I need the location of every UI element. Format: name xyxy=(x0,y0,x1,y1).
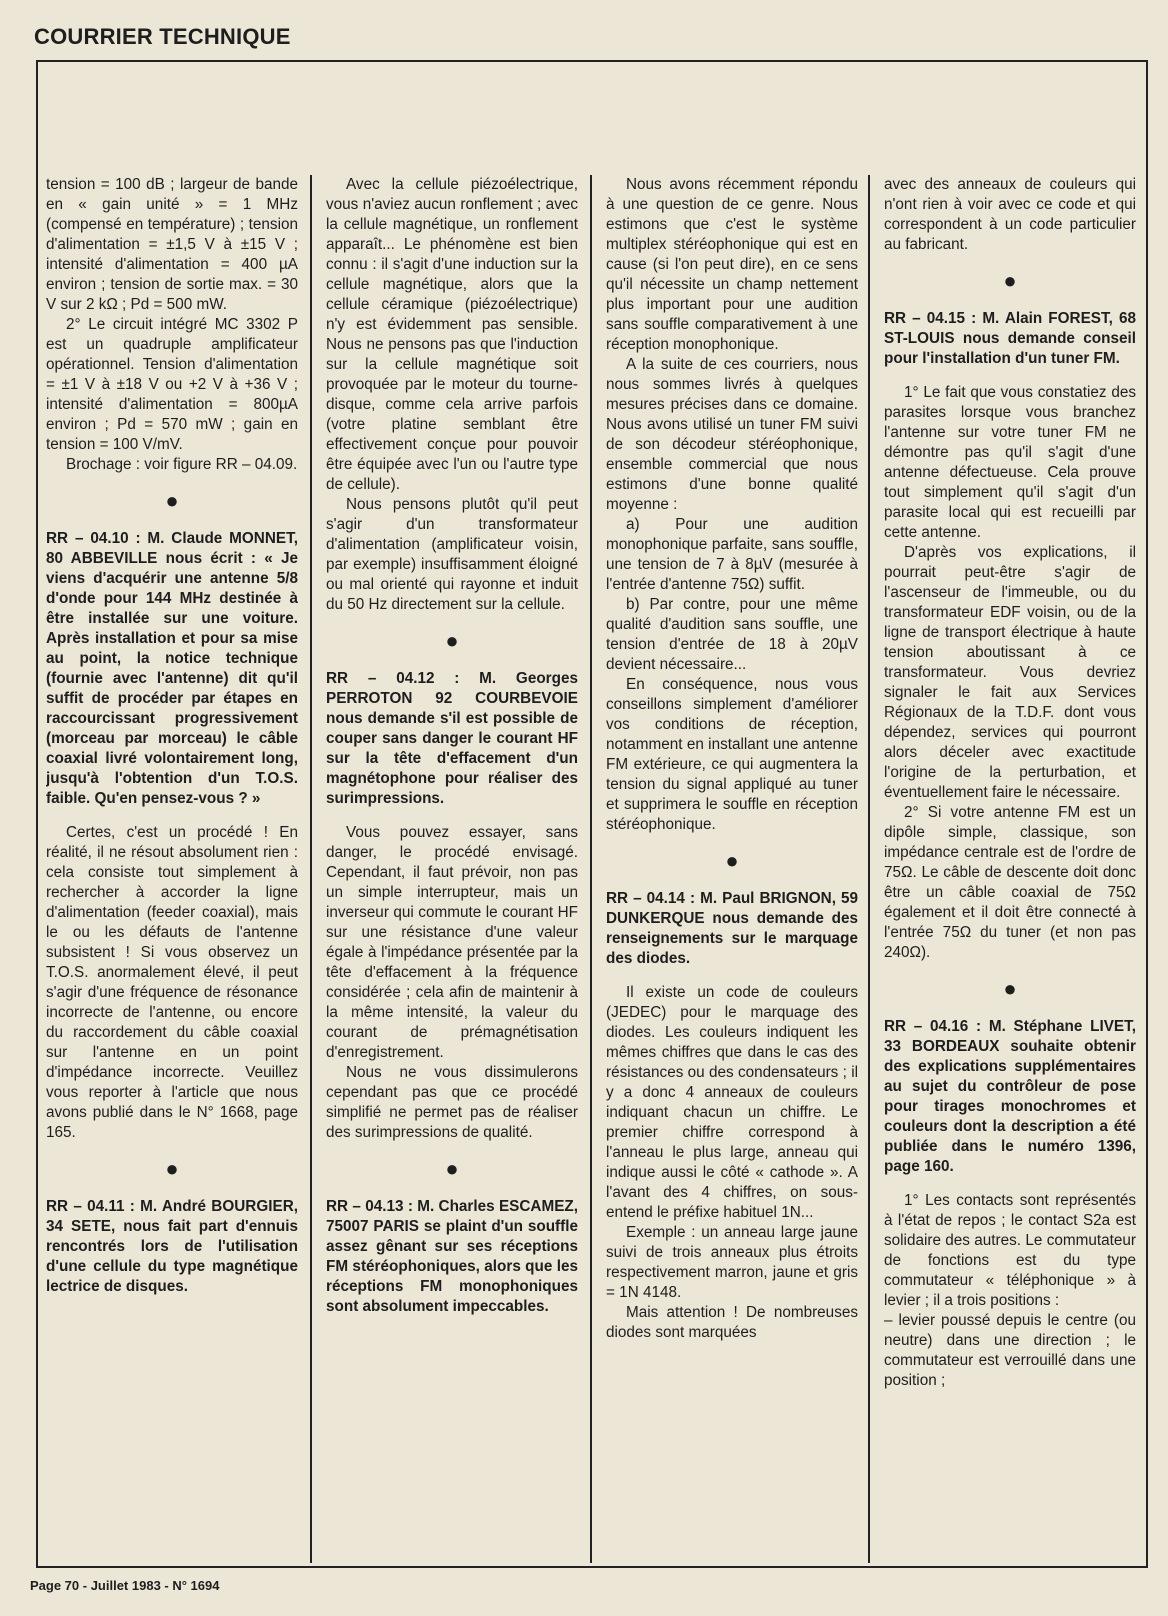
paragraph: Mais attention ! De nombreuses diodes sont marquées xyxy=(606,1304,858,1341)
question-heading: RR – 04.10 : M. Claude MONNET, 80 ABBEVILLE nous écrit : « Je viens d'acquérir une antenne 5/8 d'onde pour 144 MHz destinée à être installée sur une voiture. Après installation et pour sa mise au point, la notice technique (fournie avec l'antenne) dit qu'il suffit de procéder par étapes en raccourcissant progressivement (morceau par morceau) le câble coaxial livré volontairement long, jusqu'à l'obtention d'un T.O.S. faible. Qu'en pensez-vous ? » xyxy=(46,530,298,807)
question-heading: RR – 04.15 : M. Alain FOREST, 68 ST-LOUIS nous demande conseil pour l'installation d'un tuner FM. xyxy=(884,310,1136,367)
column-1 xyxy=(46,175,298,1562)
question-heading: RR – 04.16 : M. Stéphane LIVET, 33 BORDEAUX souhaite obtenir des explications supplémentaires au sujet du contrôleur de pose pour tirages monochromes et couleurs dont la description a été publiée dans le numéro 1396, page 160. xyxy=(884,1018,1136,1175)
section-bullet: ● xyxy=(165,488,179,513)
paragraph: A la suite de ces courriers, nous nous sommes livrés à quelques mesures précises dans ce domaine. Nous avons utilisé un tuner FM suivi de son décodeur stéréophonique, ensemble commercial que nous estimons d'une bonne qualité moyenne : xyxy=(606,356,858,513)
paragraph: b) Par contre, pour une même qualité d'audition sans souffle, une tension d'entrée de 18 à 20µV devient nécessaire... xyxy=(606,596,858,673)
paragraph: Exemple : un anneau large jaune suivi de trois anneaux plus étroits respectivement marron, jaune et gris = 1N 4148. xyxy=(606,1224,858,1301)
question-heading: RR – 04.14 : M. Paul BRIGNON, 59 DUNKERQUE nous demande des renseignements sur le marquage des diodes. xyxy=(606,890,858,967)
paragraph: D'après vos explications, il pourrait peut-être s'agir de l'ascenseur de l'immeuble, ou du transformateur EDF voisin, ou de la ligne de transport électrique à haute tension aboutissant à ce transformateur. Vous devriez signaler le fait aux Services Régionaux de la T.D.F. dont vous dépendez, services qui pourront alors déceler avec exactitude l'origine de la perturbation, et éventuellement faire le nécessaire. xyxy=(884,544,1136,801)
paragraph: Nous pensons plutôt qu'il peut s'agir d'un transformateur d'alimentation (amplificateur voisin, par exemple) insuffisamment éloigné ou mal orienté qui rayonne et induit du 50 Hz directement sur la cellule. xyxy=(326,496,578,613)
paragraph: a) Pour une audition monophonique parfaite, sans souffle, une tension de 7 à 8µV (mesurée à l'entrée d'antenne 75Ω) suffit. xyxy=(606,516,858,593)
paragraph: Brochage : voir figure RR – 04.09. xyxy=(66,456,298,473)
question-heading: RR – 04.11 : M. André BOURGIER, 34 SETE, nous fait part d'ennuis rencontrés lors de l'utilisation d'une cellule du type magnétique lectrice de disques. xyxy=(46,1198,298,1295)
paragraph: 1° Le fait que vous constatiez des parasites lorsque vous branchez l'antenne sur votre tuner FM ne démontre pas qu'il s'agit d'une antenne défectueuse. Cela prouve tout simplement qu'il s'agit d'un parasite local qui est recueilli par cette antenne. xyxy=(884,384,1136,541)
paragraph: Avec la cellule piézoélectrique, vous n'aviez aucun ronflement ; avec la cellule magnétique, un ronflement apparaît... Le phénomène est bien connu : il s'agit d'une induction sur la cellule magnétique, alors que la cellule céramique (piézoélectrique) n'y est évidemment pas sensible. Nous ne pensons pas que l'induction sur la cellule magnétique soit provoquée par le moteur du tourne-disque, comme cela arrive parfois (votre platine semblant être effectivement conçue pour pouvoir être équipée avec l'un ou l'autre type de cellule). xyxy=(326,176,578,493)
column-4 xyxy=(884,175,1136,1562)
paragraph: 1° Les contacts sont représentés à l'état de repos ; le contact S2a est solidaire des autres. Le commutateur de fonctions est du type commutateur « téléphonique » à levier ; il a trois positions : xyxy=(884,1192,1136,1309)
paragraph: 2° Si votre antenne FM est un dipôle simple, classique, son impédance centrale est de l'ordre de 75Ω. Le câble de descente doit donc être un câble coaxial de 75Ω également et il doit être connecté à l'entrée 75Ω du tuner (et non pas 240Ω). xyxy=(884,804,1136,961)
column-3 xyxy=(606,175,858,1562)
paragraph: Certes, c'est un procédé ! En réalité, il ne résout absolument rien : cela consiste tout simplement à rechercher à accorder la ligne d'alimentation (feeder coaxial), mais le ou les défauts de l'antenne subsistent ! Si vous observez un T.O.S. anormalement élevé, il peut s'agir d'une fréquence de résonance incorrecte de l'antenne, ou encore du raccordement du câble coaxial sur l'antenne en un point d'impédance incorrecte. Veuillez vous reporter à l'article que nous avons publié dans le N° 1668, page 165. xyxy=(46,824,298,1141)
paragraph: avec des anneaux de couleurs qui n'ont rien à voir avec ce code et qui correspondent à un code particulier au fabricant. xyxy=(884,176,1136,253)
question-heading: RR – 04.12 : M. Georges PERROTON 92 COURBEVOIE nous demande s'il est possible de couper sans danger le courant HF sur la tête d'effacement d'un magnétophone pour réaliser des surimpressions. xyxy=(326,670,578,807)
paragraph: Il existe un code de couleurs (JEDEC) pour le marquage des diodes. Les couleurs indiquent les mêmes chiffres que dans le cas des résistances ou des condensateurs ; il y a donc 4 anneaux de couleurs indiquant chacun un chiffre. Le premier chiffre correspond à l'anneau le plus large, anneau qui indique aussi le côté « cathode ». A l'avant des 4 chiffres, on sous-entend le préfixe habituel 1N... xyxy=(606,984,858,1221)
paragraph: – levier poussé depuis le centre (ou neutre) dans une direction ; le commutateur est verrouillé dans une position ; xyxy=(884,1312,1136,1389)
paragraph: Vous pouvez essayer, sans danger, le procédé envisagé. Cependant, il faut prévoir, non pas un simple interrupteur, mais un inverseur qui commute le courant HF sur une résistance d'une valeur égale à l'impédance présentée par la tête d'effacement à la fréquence considérée ; cela afin de maintenir à la même intensité, la valeur du courant de prémagnétisation d'enregistrement. xyxy=(326,824,578,1061)
paragraph: 2° Le circuit intégré MC 3302 P est un quadruple amplificateur opérationnel. Tension d'alimentation = ±1 V à ±18 V ou +2 V à +36 V ; intensité d'alimentation = 800µA environ ; Pd = 570 mW ; gain en tension = 100 V/mV. xyxy=(46,316,298,453)
column-2 xyxy=(326,175,578,1562)
paragraph: Nous avons récemment répondu à une question de ce genre. Nous estimons que c'est le système multiplex stéréophonique qui est en cause (si l'on peut dire), en ce sens qu'il nécessite un champ nettement plus important pour une audition sans souffle comparativement à une réception monophonique. xyxy=(606,176,858,353)
section-bullet: ● xyxy=(165,1156,179,1181)
paragraph: Nous ne vous dissimulerons cependant pas que ce procédé simplifié ne permet pas de réaliser des surimpressions de qualité. xyxy=(326,1064,578,1141)
question-heading: RR – 04.13 : M. Charles ESCAMEZ, 75007 PARIS se plaint d'un souffle assez gênant sur ses réceptions FM stéréophoniques, alors que les réceptions FM monophoniques sont absolument impeccables. xyxy=(326,1198,578,1315)
section-bullet: ● xyxy=(445,1156,459,1181)
paragraph: En conséquence, nous vous conseillons simplement d'améliorer vos conditions de réception, notamment en installant une antenne FM extérieure, ce qui augmentera la tension du signal appliqué au tuner et supprimera le souffle en réception stéréophonique. xyxy=(606,676,858,833)
page-footer: Page 70 - Juillet 1983 - N° 1694 xyxy=(30,1578,220,1593)
section-bullet: ● xyxy=(725,848,739,873)
page-header: COURRIER TECHNIQUE xyxy=(34,24,291,49)
section-bullet: ● xyxy=(1003,976,1017,1001)
column-divider xyxy=(868,175,870,1563)
section-bullet: ● xyxy=(445,628,459,653)
section-bullet: ● xyxy=(1003,268,1017,293)
column-divider xyxy=(310,175,312,1563)
paragraph: tension = 100 dB ; largeur de bande en « gain unité » = 1 MHz (compensé en température) ; tension d'alimentation = ±1,5 V à ±15 V ; intensité d'alimentation = 400 µA environ ; tension de sortie max. = 30 V sur 2 kΩ ; Pd = 500 mW. xyxy=(46,176,298,313)
column-divider xyxy=(590,175,592,1563)
